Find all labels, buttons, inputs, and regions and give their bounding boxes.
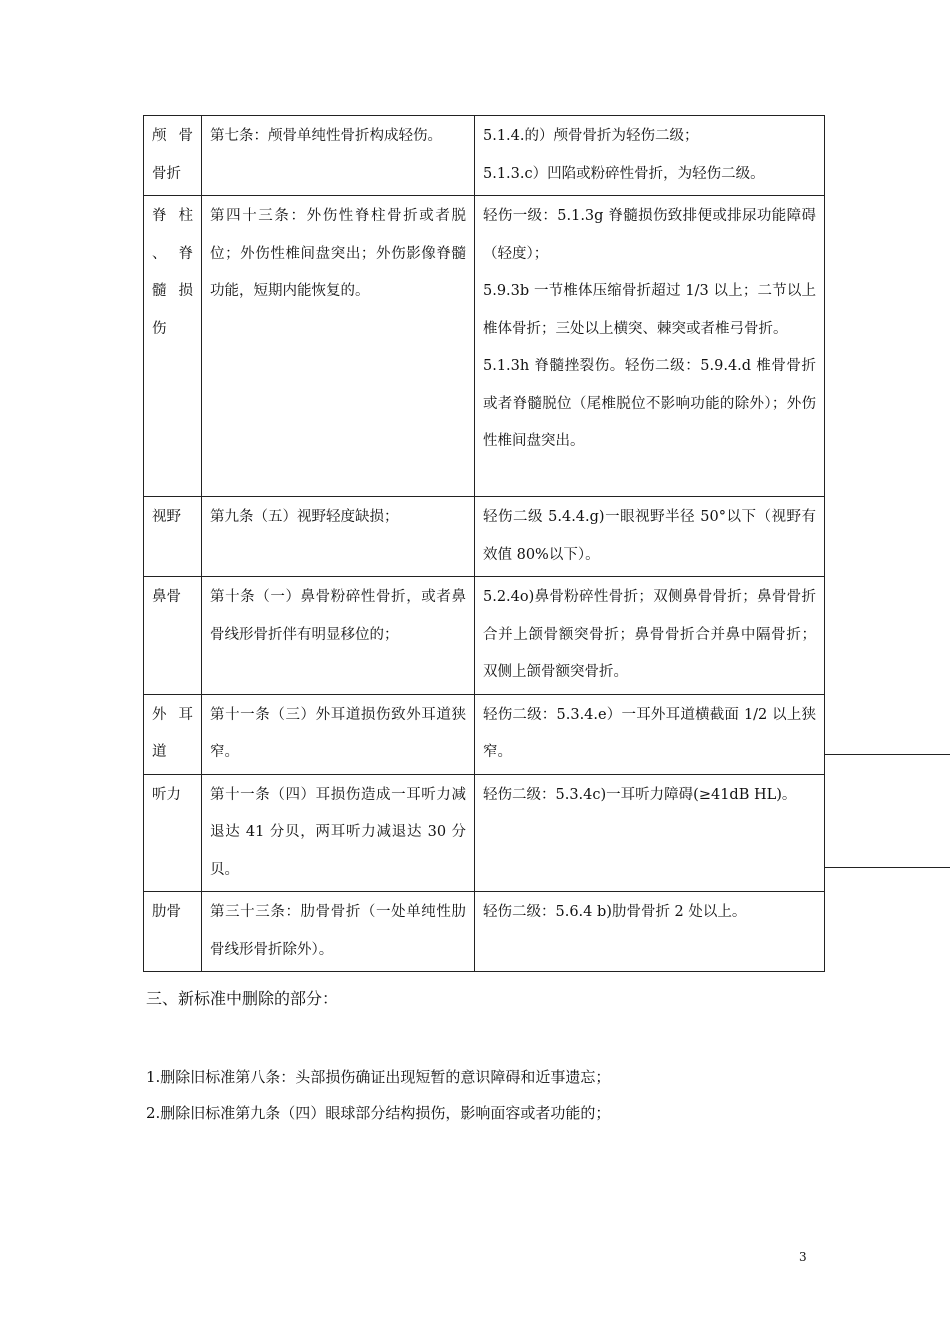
new-standard-cell: [475, 694, 825, 774]
old-standard-cell: 第七条：颅骨单纯性骨折构成轻伤。: [202, 116, 475, 196]
category-cell: 听力: [144, 774, 202, 892]
new-standard-text: 5.1.4.的）颅骨骨折为轻伤二级；: [483, 128, 699, 144]
old-standard-cell: 第十一条（四）耳损伤造成一耳听力减退达 41 分贝，两耳听力减退达 30 分贝。: [202, 774, 475, 892]
old-standard-cell: 第十一条（三）外耳道损伤致外耳道狭窄。: [202, 694, 475, 774]
table-row: [144, 577, 825, 695]
new-standard-text: 轻伤二级：5.6.4 b)肋骨骨折 2 处以上。: [483, 904, 747, 920]
old-standard-cell: 第三十三条：肋骨骨折（一处单纯性肋骨线形骨折除外）。: [202, 892, 475, 972]
new-standard-text: 5.1.3.c）凹陷或粉碎性骨折，为轻伤二级。: [483, 165, 765, 182]
category-cell: 肋骨: [144, 892, 202, 972]
table-row: [144, 116, 825, 196]
table-row: [144, 694, 825, 774]
list-item: 1.删除旧标准第八条：头部损伤确证出现短暂的意识障碍和近事遗忘；: [146, 1068, 611, 1086]
table-row: [144, 892, 825, 972]
category-cell: 视野: [144, 497, 202, 577]
page-number: 3: [799, 1250, 807, 1264]
comparison-table: [143, 115, 825, 972]
old-standard-cell: 第十条（一）鼻骨粉碎性骨折，或者鼻骨线形骨折伴有明显移位的；: [202, 577, 475, 695]
new-standard-text: 轻伤二级：5.3.4.e）一耳外耳道横截面 1/2 以上狭窄。: [483, 706, 816, 760]
list-item: 2.删除旧标准第九条（四）眼球部分结构损伤，影响面容或者功能的；: [146, 1104, 611, 1122]
new-standard-text: 5.9.3b 一节椎体压缩骨折超过 1/3 以上；二节以上椎体骨折；三处以上横突、棘突或者椎弓骨折。: [483, 283, 816, 337]
old-standard-cell: 第九条（五）视野轻度缺损；: [202, 497, 475, 577]
category-cell: 颅 骨 骨折: [144, 116, 202, 196]
category-cell: 脊 柱 、 脊 髓 损伤: [144, 196, 202, 497]
new-standard-cell: [475, 116, 825, 196]
table-extension-line: [824, 867, 950, 868]
category-cell: 外 耳 道: [144, 694, 202, 774]
old-standard-cell: 第四十三条：外伤性脊柱骨折或者脱位；外伤性椎间盘突出；外伤影像脊髓功能，短期内能恢复的。: [202, 196, 475, 497]
new-standard-cell: [475, 196, 825, 497]
section-heading: 三、新标准中删除的部分：: [146, 989, 339, 1008]
new-standard-text: 轻伤二级 5.4.4.g)一眼视野半径 50°以下（视野有效值 80%以下）。: [483, 509, 816, 563]
new-standard-cell: [475, 774, 825, 892]
new-standard-text: 5.2.4o)鼻骨粉碎性骨折；双侧鼻骨骨折；鼻骨骨折合并上颌骨额突骨折；鼻骨骨折合并鼻中隔骨折；双侧上颌骨额突骨折。: [483, 589, 816, 680]
table-extension-line: [824, 754, 950, 755]
new-standard-text: 轻伤二级：5.3.4c)一耳听力障碍(≥41dB HL)。: [483, 786, 797, 803]
table-row: [144, 196, 825, 497]
new-standard-cell: [475, 577, 825, 695]
new-standard-text: 轻伤一级：5.1.3g 脊髓损伤致排便或排尿功能障碍（轻度）；: [483, 208, 816, 262]
category-cell: 鼻骨: [144, 577, 202, 695]
new-standard-cell: [475, 497, 825, 577]
new-standard-cell: [475, 892, 825, 972]
new-standard-text: 5.1.3h 脊髓挫裂伤。轻伤二级：5.9.4.d 椎骨骨折或者脊髓脱位（尾椎脱位不影响功能的除外）；外伤性椎间盘突出。: [483, 358, 816, 449]
table-row: [144, 497, 825, 577]
table-row: [144, 774, 825, 892]
